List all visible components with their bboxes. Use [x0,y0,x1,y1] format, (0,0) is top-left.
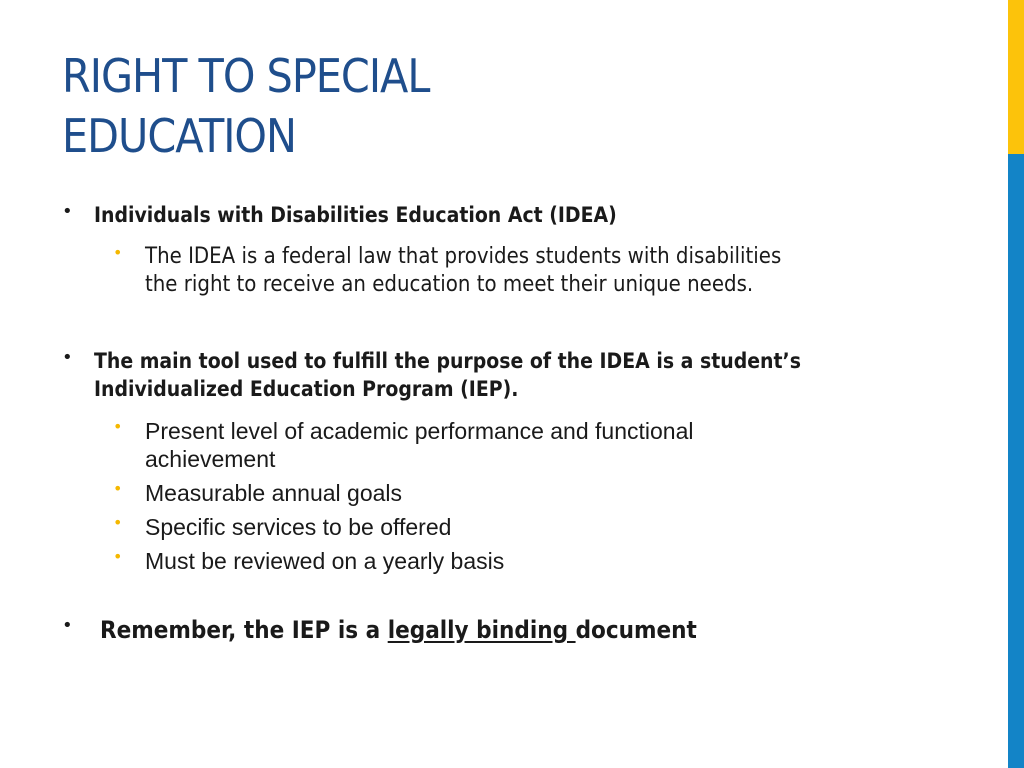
bullet-idea-text: Individuals with Disabilities Education Act (IDEA) [94,203,617,227]
title-line-1: RIGHT TO SPECIAL [62,49,430,103]
bullet-iep-tool-line2: Individualized Education Program (IEP). [94,377,519,401]
bullet-iep-tool [62,347,801,403]
sub-bullet-dot: • [113,417,123,436]
sub-bullet-idea-law-line1: The IDEA is a federal law that provides students with disabilities [145,244,782,269]
sub-bullet-dot: • [113,547,123,566]
remember-underlined: legally binding [387,616,576,644]
bullet-remember-text [100,615,697,645]
sub-bullet-dot: • [113,513,123,532]
sub-bullet-present-level-line1: Present level of academic performance and functional [145,418,694,444]
sub-bullet-present-level-line2: achievement [145,446,276,472]
sub-bullet-idea-law [113,243,781,299]
bullet-iep-tool-line1: The main tool used to fulfill the purpose of the IDEA is a student’s [94,349,801,373]
sub-bullet-annual-goals [113,479,402,507]
sub-bullet-services-text: Specific services to be offered [145,514,452,540]
sub-bullet-yearly-review-text: Must be reviewed on a yearly basis [145,548,505,574]
sub-bullet-dot: • [113,243,123,262]
title-line-2: EDUCATION [62,109,296,163]
bullet-idea [62,201,617,229]
sub-bullet-annual-goals-text: Measurable annual goals [145,480,403,506]
remember-suffix: document [575,616,697,644]
sub-bullet-yearly-review [113,547,504,575]
bullet-remember [62,615,697,645]
bullet-dot: • [62,201,73,222]
accent-bar-blue [1008,154,1024,768]
remember-prefix: Remember, the IEP is a [100,616,388,644]
sub-bullet-present-level [113,417,693,473]
slide-title [62,46,762,166]
bullet-dot: • [62,347,73,368]
bullet-dot: • [62,615,73,636]
sub-bullet-services [113,513,451,541]
sub-bullet-dot: • [113,479,123,498]
sub-bullet-idea-law-line2: the right to receive an education to meet their unique needs. [145,272,754,297]
accent-bar-yellow [1008,0,1024,154]
